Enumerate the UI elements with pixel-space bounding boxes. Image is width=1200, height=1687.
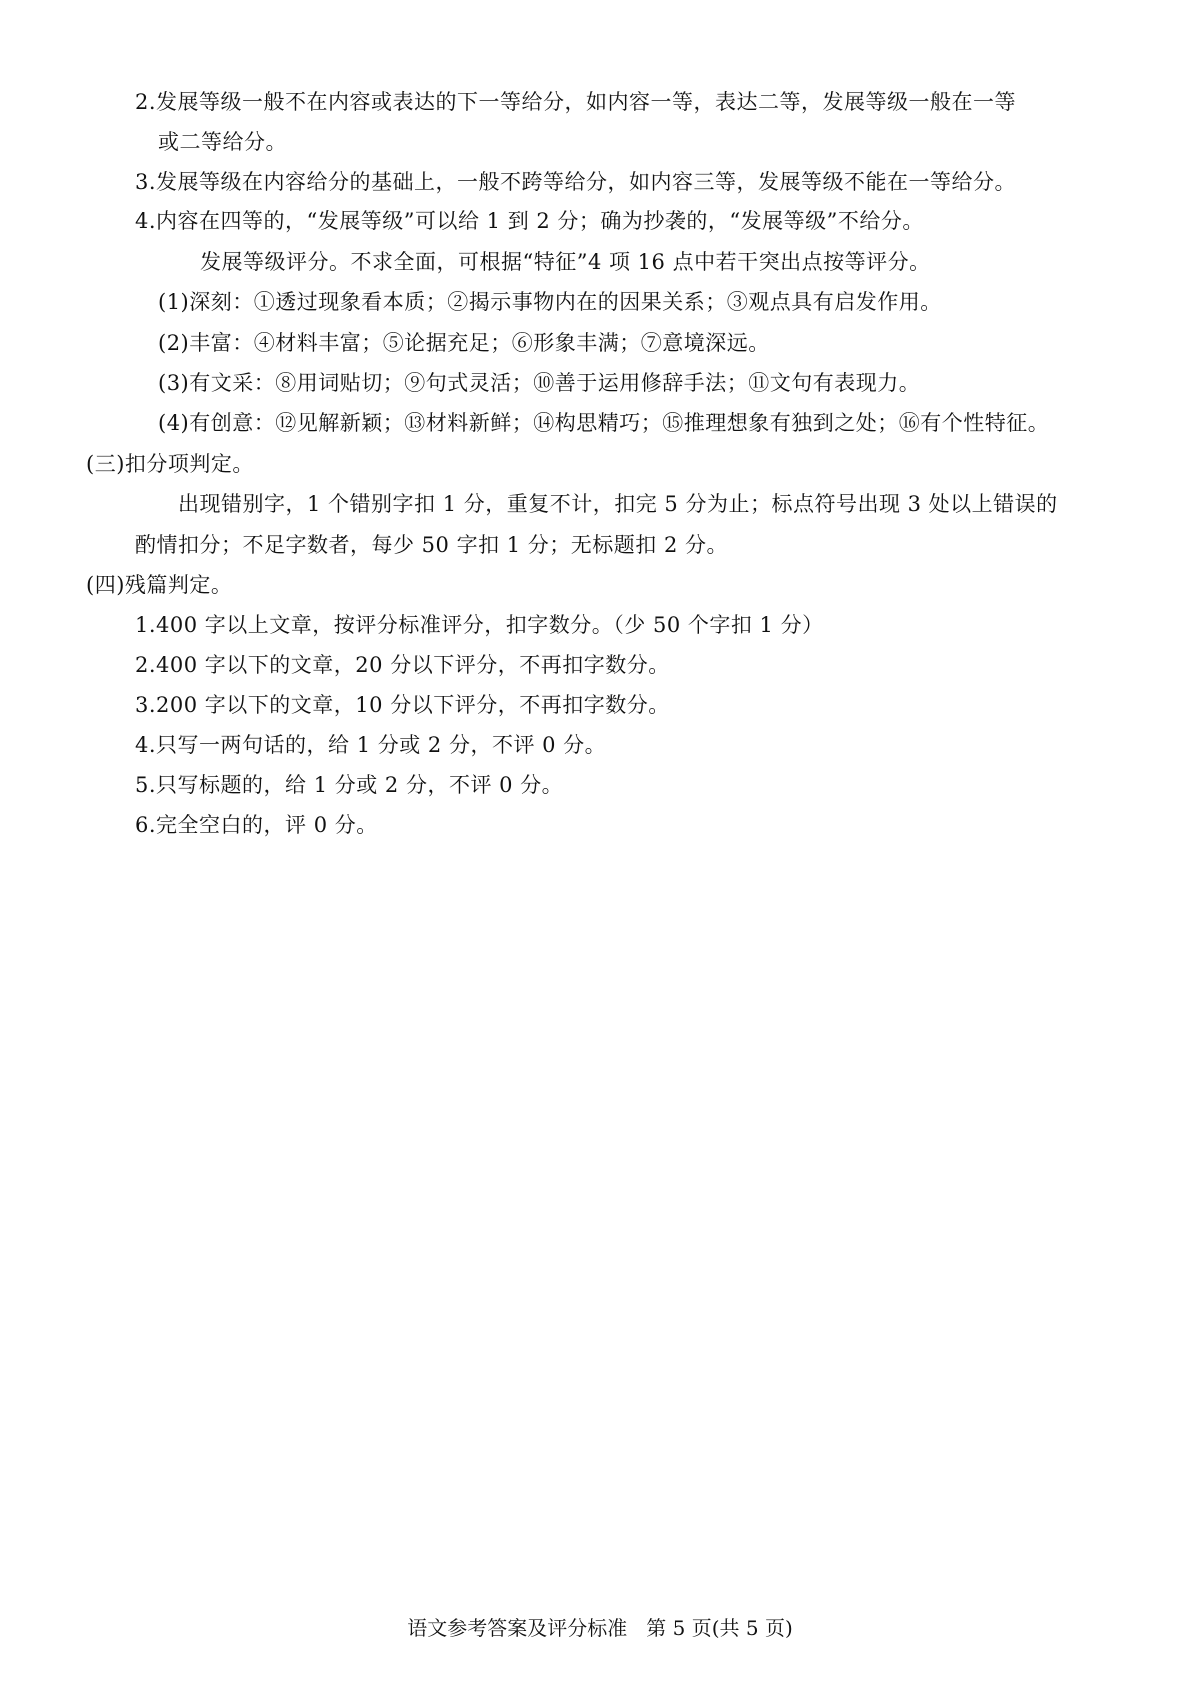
deductions-paragraph-line1: 出现错别字，1 个错别字扣 1 分，重复不计，扣完 5 分为止；标点符号出现 3 处以上错误的	[178, 492, 1058, 516]
footer-page-number: 第 5 页(共 5 页)	[646, 1616, 793, 1640]
feature-richness: (2)丰富：④材料丰富；⑤论据充足；⑥形象丰满；⑦意境深远。	[158, 331, 770, 355]
incomplete-rule-3: 3.200 字以下的文章，10 分以下评分，不再扣字数分。	[135, 693, 670, 717]
deductions-paragraph-line2: 酌情扣分；不足字数者，每少 50 字扣 1 分；无标题扣 2 分。	[135, 533, 728, 557]
section-deductions-heading: (三)扣分项判定。	[86, 452, 254, 476]
incomplete-rule-4: 4.只写一两句话的，给 1 分或 2 分，不评 0 分。	[135, 733, 607, 757]
incomplete-rule-1: 1.400 字以上文章，按评分标准评分，扣字数分。（少 50 个字扣 1 分）	[135, 613, 824, 637]
incomplete-rule-6: 6.完全空白的，评 0 分。	[135, 813, 378, 837]
incomplete-rule-2: 2.400 字以下的文章，20 分以下评分，不再扣字数分。	[135, 653, 670, 677]
rule-item-4: 4.内容在四等的，“发展等级”可以给 1 到 2 分；确为抄袭的，“发展等级”不给分。	[135, 209, 924, 233]
feature-depth: (1)深刻：①透过现象看本质；②揭示事物内在的因果关系；③观点具有启发作用。	[158, 290, 942, 314]
rule-item-3: 3.发展等级在内容给分的基础上，一般不跨等给分，如内容三等，发展等级不能在一等给分。	[135, 170, 1017, 194]
feature-literary-grace: (3)有文采：⑧用词贴切；⑨句式灵活；⑩善于运用修辞手法；⑪文句有表现力。	[158, 371, 921, 395]
incomplete-rule-5: 5.只写标题的，给 1 分或 2 分，不评 0 分。	[135, 773, 564, 797]
section-incomplete-heading: (四)残篇判定。	[86, 573, 233, 597]
rule-item-2: 2.发展等级一般不在内容或表达的下一等给分，如内容一等，表达二等，发展等级一般在一等	[135, 90, 1017, 114]
rule-item-2-continued: 或二等给分。	[158, 130, 287, 154]
development-grade-intro: 发展等级评分。不求全面，可根据“特征”4 项 16 点中若干突出点按等评分。	[200, 250, 931, 274]
page-footer	[0, 1613, 1200, 1643]
feature-creativity: (4)有创意：⑫见解新颖；⑬材料新鲜；⑭构思精巧；⑮推理想象有独到之处；⑯有个性特征。	[158, 411, 1050, 435]
footer-title: 语文参考答案及评分标准	[407, 1616, 628, 1640]
